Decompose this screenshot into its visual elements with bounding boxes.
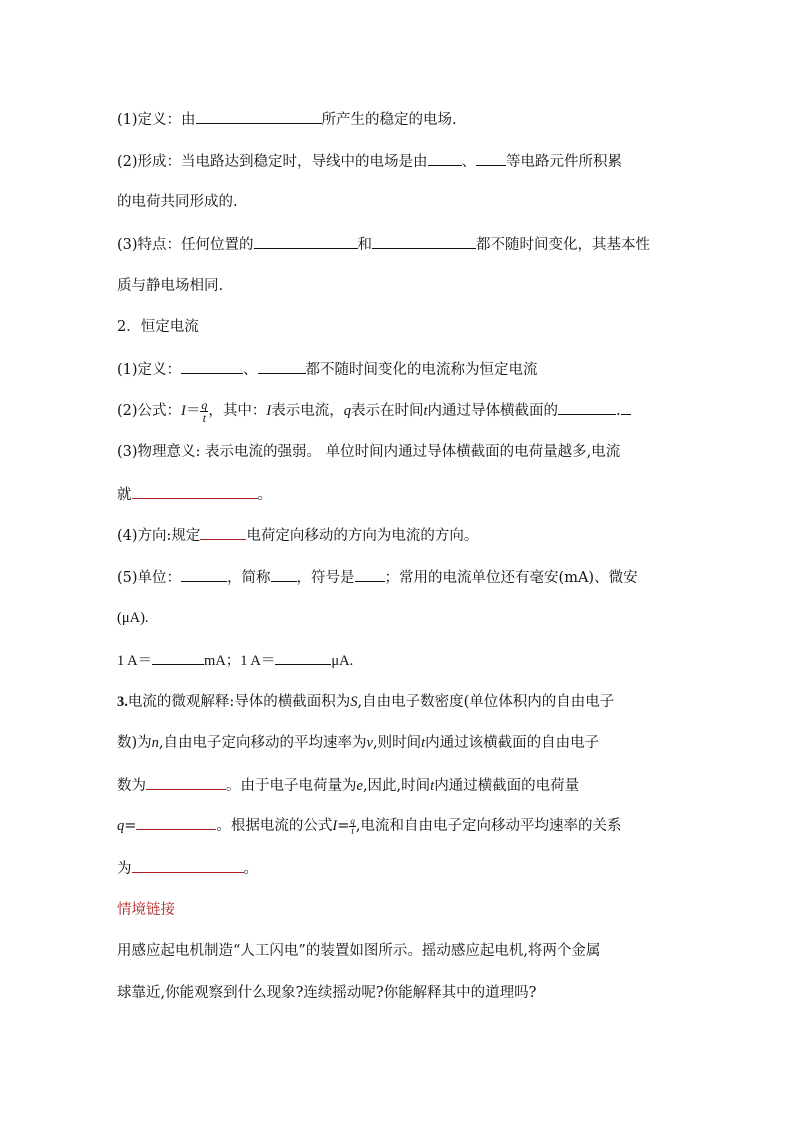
text: ，其中：: [208, 403, 267, 419]
line-unit-conversion: [117, 650, 353, 671]
line-formation-cont: [117, 192, 238, 212]
text: 所产生的稳定的电场.: [321, 112, 457, 128]
fill-blank[interactable]: [372, 234, 476, 249]
line-current-definition: [117, 359, 538, 380]
var-s: S: [350, 694, 358, 710]
text: μA.: [331, 653, 354, 669]
text: 就: [117, 487, 132, 503]
line-feature-cont: [117, 276, 223, 296]
denominator: t: [351, 825, 354, 836]
fill-blank[interactable]: [355, 567, 385, 582]
line-formation: [117, 151, 622, 172]
fill-blank[interactable]: [476, 151, 506, 166]
text: mA；1 A＝: [204, 653, 276, 669]
section-heading-steady-current: [117, 317, 199, 337]
text: 球靠近,你能观察到什么现象?连续摇动呢?你能解释其中的道理吗?: [117, 985, 537, 1001]
text: ，符号是: [296, 570, 355, 586]
line-context: [117, 941, 600, 961]
var-i: I: [266, 403, 272, 419]
var-e: e: [356, 778, 363, 794]
fill-blank[interactable]: [132, 484, 258, 499]
var-i: I: [181, 403, 186, 419]
var-t: t: [430, 778, 435, 794]
text: 、: [461, 154, 477, 170]
text: ,电流和自由电子定向移动平均速率的关系: [355, 818, 622, 834]
line-micro-explanation-2: [117, 733, 599, 753]
text: (2)公式：: [117, 403, 182, 419]
text: 质与静电场相同.: [117, 278, 224, 294]
line-micro-explanation-3: [117, 775, 579, 796]
fill-blank[interactable]: [181, 567, 227, 582]
text: 内通过导体横截面的: [427, 403, 559, 419]
line-unit: [117, 567, 638, 588]
line-physical-meaning: [117, 442, 620, 462]
text: ，简称: [227, 570, 271, 586]
text: ；常用的电流单位还有毫安(mA)、微安: [384, 570, 638, 586]
text: 都不随时间变化的电流称为恒定电流: [305, 362, 538, 378]
var-q: q: [117, 818, 125, 834]
text: 。由于电子电荷量为: [226, 778, 357, 794]
text: (2)形成：当电路达到稳定时，导线中的电场是由: [117, 154, 428, 170]
fill-blank[interactable]: [196, 109, 322, 124]
text: =: [124, 818, 137, 834]
var-t: t: [423, 403, 428, 419]
heading: 情境链接: [117, 902, 175, 918]
text: ,则时间: [372, 735, 422, 751]
text: 内通过该横截面的自由电子: [425, 735, 600, 751]
text: 1 A＝: [117, 653, 153, 669]
text: ,因此,时间: [362, 778, 431, 794]
fill-blank[interactable]: [275, 650, 331, 665]
text: 内通过横截面的电荷量: [434, 778, 580, 794]
numerator: q: [201, 397, 208, 412]
line-physical-meaning-cont: [117, 484, 272, 505]
fill-blank[interactable]: [254, 234, 358, 249]
text: (μA).: [117, 610, 149, 626]
text: 和: [357, 237, 373, 253]
text: ,自由电子定向移动的平均速率为: [158, 735, 367, 751]
text: 等电路元件所积累: [506, 154, 623, 170]
text: 电流的微观解释:导体的横截面积为: [127, 694, 351, 710]
fill-blank[interactable]: [200, 525, 246, 540]
text: (1)定义：: [117, 362, 182, 378]
text: 。: [257, 487, 272, 503]
line-feature: [117, 234, 650, 255]
fill-blank[interactable]: [621, 400, 631, 415]
fill-blank[interactable]: [136, 815, 216, 830]
line-micro-explanation: [117, 692, 614, 712]
fill-blank[interactable]: [152, 650, 204, 665]
line-unit-cont: [117, 608, 149, 628]
denominator: t: [202, 410, 207, 425]
text: =: [337, 818, 350, 834]
text: 。: [243, 861, 258, 877]
text: 用感应起电机制造“人工闪电”的装置如图所示。摇动感应起电机,将两个金属: [117, 943, 601, 959]
fill-blank[interactable]: [181, 359, 243, 374]
text: (5)单位：: [117, 570, 182, 586]
text: (3)物理意义: 表示电流的强弱。 单位时间内通过导体横截面的电荷量越多,电流: [117, 444, 621, 460]
line-definition-field: [117, 109, 457, 130]
fill-blank[interactable]: [428, 151, 462, 166]
text: 数为: [117, 778, 146, 794]
fill-blank[interactable]: [258, 359, 306, 374]
text: 、: [243, 362, 258, 378]
text: 。根据电流的公式: [216, 818, 333, 834]
section-number: 3.: [117, 694, 128, 710]
line-micro-explanation-5: [117, 858, 258, 879]
text: (4)方向:规定: [117, 528, 201, 544]
var-q: q: [343, 403, 351, 419]
var-v: v: [366, 735, 373, 751]
text: (3)特点：任何位置的: [117, 237, 254, 253]
var-t: t: [421, 735, 426, 751]
line-micro-explanation-4: [117, 814, 622, 838]
text: 数)为: [117, 735, 152, 751]
fill-blank[interactable]: [146, 775, 226, 790]
line-formula: [117, 398, 631, 424]
text: ,自由电子数密度(单位体积内的自由电子: [357, 694, 615, 710]
text: 表示在时间: [350, 403, 424, 419]
fill-blank[interactable]: [558, 400, 616, 415]
text: 都不随时间变化，其基本性: [476, 237, 651, 253]
text: 的电荷共同形成的.: [117, 194, 238, 210]
line-context-2: [117, 983, 536, 1003]
text: (1)定义：由: [117, 112, 196, 128]
context-link-heading: [117, 900, 175, 920]
text: 为: [117, 861, 132, 877]
text: 电荷定向移动的方向为电流的方向。: [246, 528, 479, 544]
fill-blank[interactable]: [132, 858, 244, 873]
var-n: n: [151, 735, 159, 751]
text: 表示电流，: [271, 403, 344, 419]
text: ＝: [185, 403, 201, 419]
fill-blank[interactable]: [271, 567, 297, 582]
line-direction: [117, 525, 478, 546]
text: .: [616, 403, 621, 419]
var-i: I: [332, 818, 338, 834]
heading: 2．恒定电流: [117, 319, 199, 335]
numerator: q: [350, 815, 355, 826]
